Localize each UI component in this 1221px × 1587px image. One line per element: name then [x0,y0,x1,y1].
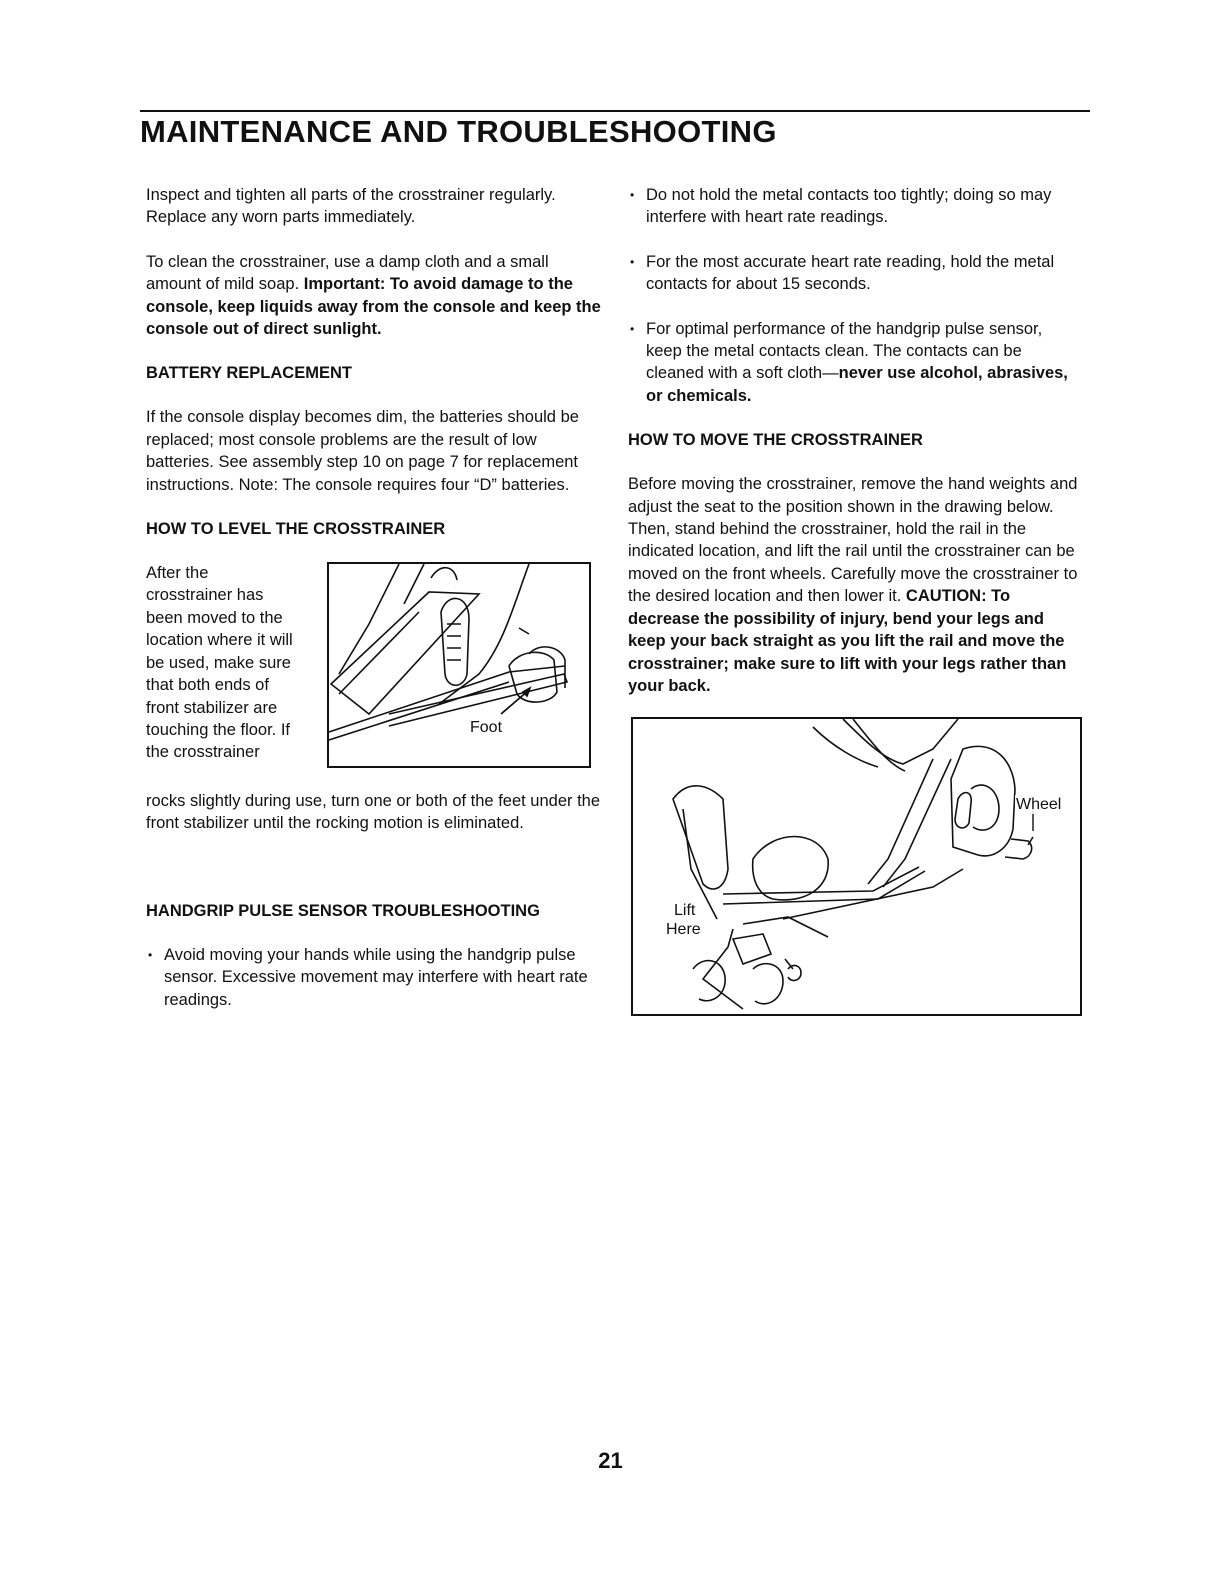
level-section [146,562,601,878]
sensor-bullet-grip: • Do not hold the metal contacts too tightly; doing so may interfere with heart rate readings. [628,184,1080,229]
page-number: 21 [598,1448,623,1473]
level-paragraph-bottom: rocks slightly during use, turn one or both of the feet under the front stabilizer until the rocking motion is eliminated. [146,792,601,833]
cleaning-tip-warning: never use alcohol, abrasives, or chemicals. [646,364,1068,405]
crosstrainer-drawing [633,719,1080,1014]
sensor-bullet-duration: • For the most accurate heart rate reading, hold the metal contacts for about 15 seconds. [628,251,1080,296]
pulse-bullet: • Avoid moving your hands while using the handgrip pulse sensor. Excessive movement may interfere with heart rate readings. [146,944,601,1011]
sensor-bullet-list [628,184,1080,407]
lift-here-label-line2: Here [666,921,701,939]
move-instructions: Before moving the crosstrainer, remove the hand weights and adjust the seat to the position shown in the drawing below. Then, stand behind the crosstrainer, hold the rail in the indicated location, and lift the rail until the crosstrainer can be moved on the front wheels. Carefully move the crosstrainer to the desired location and then lower it. [628,475,1078,606]
foot-label: Foot [470,719,503,737]
sensor-bullet-cleaning [628,318,1080,408]
left-column [146,184,601,1033]
battery-paragraph: If the console display becomes dim, the batteries should be replaced; most console problems are the result of low batteries. See assembly step 10 on page 7 for replacement instructions. Note: The console requires four “D” batteries. [146,408,579,494]
cleaning-text: To clean the crosstrainer, use a damp cloth and a small amount of mild soap. [146,252,549,294]
cleaning-tip-text: For optimal performance of the handgrip pulse sensor, keep the metal contacts clean. The contacts can be cleaned with a soft cloth— [646,319,1043,383]
cleaning-paragraph [146,251,601,341]
move-illustration [631,717,1082,1016]
level-paragraph-top: After the crosstrainer has been moved to the location where it will be used, make sure that both ends of front stabilizer are touching the floor. If the crosstrainer [146,564,293,762]
battery-heading: BATTERY REPLACEMENT [146,364,352,383]
foot-illustration [327,562,591,768]
move-caution: CAUTION: To decrease the possibility of injury, bend your legs and keep your back straight as you lift the rail and move the crosstrainer; make sure to lift with your legs rather than your back. [628,587,1067,695]
intro-paragraph: Inspect and tighten all parts of the crosstrainer regularly. Replace any worn parts immediately. [146,186,556,227]
page-title: MAINTENANCE AND TROUBLESHOOTING [140,114,777,149]
cleaning-warning: Important: To avoid damage to the console, keep liquids away from the console and keep the console out of direct sunlight. [146,275,601,339]
stabilizer-foot-drawing [329,564,589,766]
pulse-heading: HANDGRIP PULSE SENSOR TROUBLESHOOTING [146,902,540,921]
move-paragraph [628,473,1080,697]
right-column [628,184,1080,1016]
move-heading: HOW TO MOVE THE CROSSTRAINER [628,431,923,450]
level-heading: HOW TO LEVEL THE CROSSTRAINER [146,520,446,539]
wheel-label: Wheel [1016,796,1062,814]
title-rule [140,110,1090,112]
lift-here-label-line1: Lift [674,902,696,920]
pulse-bullet-list [146,944,601,1011]
